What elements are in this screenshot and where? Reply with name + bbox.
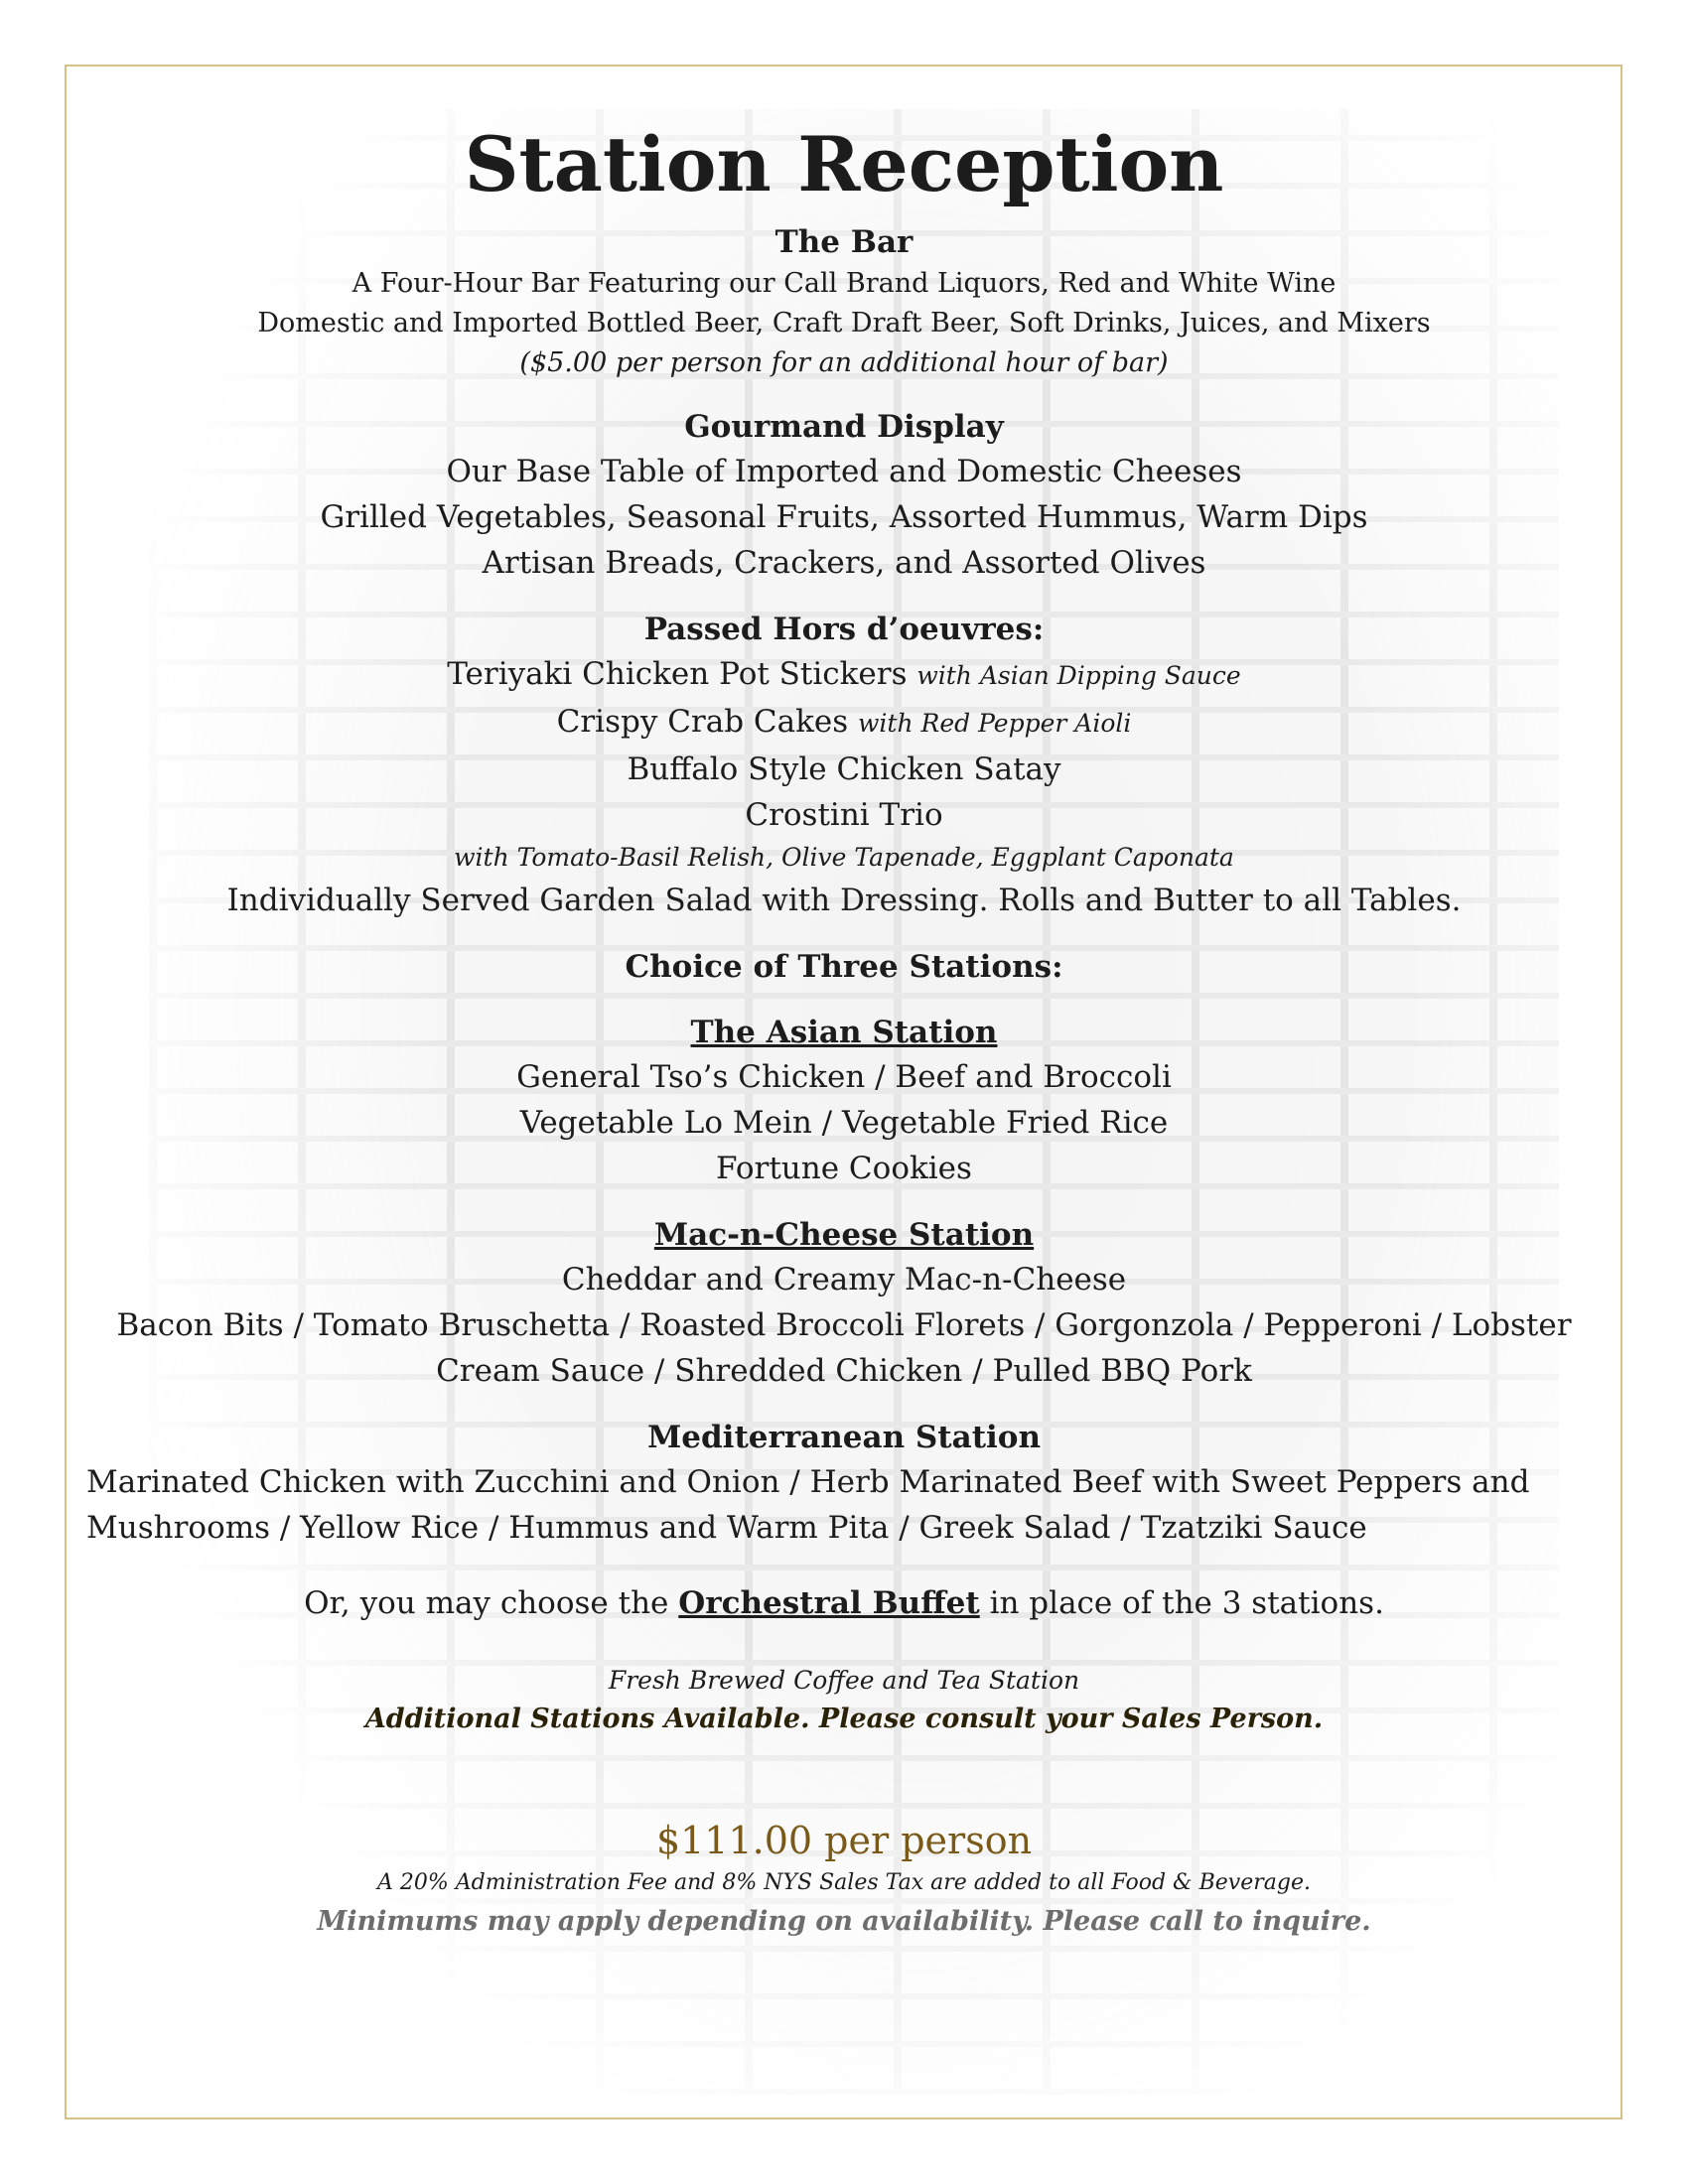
passed-item xyxy=(74,699,1614,747)
asian-station-heading: The Asian Station xyxy=(690,1015,998,1050)
bar-line: Domestic and Imported Bottled Beer, Craft Draft Beer, Soft Drinks, Juices, and Mixers xyxy=(257,308,1431,339)
extras xyxy=(74,1662,1614,1739)
buffet-post: in place of the 3 stations. xyxy=(989,1585,1384,1621)
asian-station-line: General Tso’s Chicken / Beef and Broccoli xyxy=(516,1059,1172,1095)
gourmand-section xyxy=(74,405,1614,586)
minimums-note: Minimums may apply depending on availability. Please call to inquire. xyxy=(317,1906,1371,1937)
additional-stations: Additional Stations Available. Please consult your Sales Person. xyxy=(364,1704,1324,1734)
med-station xyxy=(74,1416,1614,1551)
mac-station-line: Cream Sauce / Shredded Chicken / Pulled BBQ Pork xyxy=(436,1353,1252,1389)
mac-station-line: Bacon Bits / Tomato Bruschetta / Roasted Broccoli Florets / Gorgonzola / Pepperoni / Lobster xyxy=(116,1307,1572,1343)
pricing xyxy=(74,1815,1614,1944)
crostini-detail: with Tomato-Basil Relish, Olive Tapenade, Eggplant Caponata xyxy=(454,843,1234,872)
stations-heading: Choice of Three Stations: xyxy=(625,949,1063,985)
coffee-station: Fresh Brewed Coffee and Tea Station xyxy=(608,1666,1080,1695)
passed-item: Crostini Trio xyxy=(745,797,943,833)
menu-content xyxy=(74,117,1614,1944)
bar-heading: The Bar xyxy=(774,224,914,260)
med-station-line: Mushrooms / Yellow Rice / Hummus and Warm Pita / Greek Salad / Tzatziki Sauce xyxy=(86,1510,1367,1546)
passed-item-detail: with Red Pepper Aioli xyxy=(858,709,1132,738)
mac-station-line: Cheddar and Creamy Mac-n-Cheese xyxy=(561,1262,1127,1297)
asian-station-line: Fortune Cookies xyxy=(716,1151,972,1186)
stations-section xyxy=(74,945,1614,1551)
mac-station-heading: Mac-n-Cheese Station xyxy=(653,1217,1035,1253)
buffet-line xyxy=(74,1580,1614,1626)
passed-section xyxy=(74,608,1614,923)
bar-line: A Four-Hour Bar Featuring our Call Brand Liquors, Red and White Wine xyxy=(352,268,1337,299)
bar-note: ($5.00 per person for an additional hour of bar) xyxy=(519,347,1169,378)
gourmand-line: Grilled Vegetables, Seasonal Fruits, Assorted Hummus, Warm Dips xyxy=(320,499,1368,535)
passed-item-name: Teriyaki Chicken Pot Stickers xyxy=(447,656,908,692)
mac-station xyxy=(74,1213,1614,1394)
salad-line: Individually Served Garden Salad with Dressing. Rolls and Butter to all Tables. xyxy=(226,883,1462,918)
asian-station xyxy=(74,1011,1614,1191)
passed-item xyxy=(74,651,1614,699)
fee-note: A 20% Administration Fee and 8% NYS Sales Tax are added to all Food & Beverage. xyxy=(377,1870,1311,1895)
page-title: Station Reception xyxy=(464,120,1224,208)
passed-item-detail: with Asian Dipping Sauce xyxy=(916,661,1241,690)
bar-section xyxy=(74,220,1614,383)
orchestral-buffet-link[interactable]: Orchestral Buffet xyxy=(678,1585,980,1621)
gourmand-line: Artisan Breads, Crackers, and Assorted Olives xyxy=(482,545,1206,581)
price: $111.00 per person xyxy=(655,1819,1033,1862)
passed-item: Buffalo Style Chicken Satay xyxy=(627,751,1061,787)
asian-station-line: Vegetable Lo Mein / Vegetable Fried Rice xyxy=(519,1105,1169,1141)
med-station-heading: Mediterranean Station xyxy=(646,1420,1042,1455)
buffet-pre: Or, you may choose the xyxy=(304,1585,669,1621)
med-station-line: Marinated Chicken with Zucchini and Onion / Herb Marinated Beef with Sweet Peppers and xyxy=(86,1464,1530,1500)
buffet-option xyxy=(74,1580,1614,1626)
passed-item-name: Crispy Crab Cakes xyxy=(556,704,849,740)
passed-heading: Passed Hors d’oeuvres: xyxy=(643,612,1045,647)
gourmand-line: Our Base Table of Imported and Domestic Cheeses xyxy=(446,454,1242,489)
gourmand-heading: Gourmand Display xyxy=(684,409,1004,445)
